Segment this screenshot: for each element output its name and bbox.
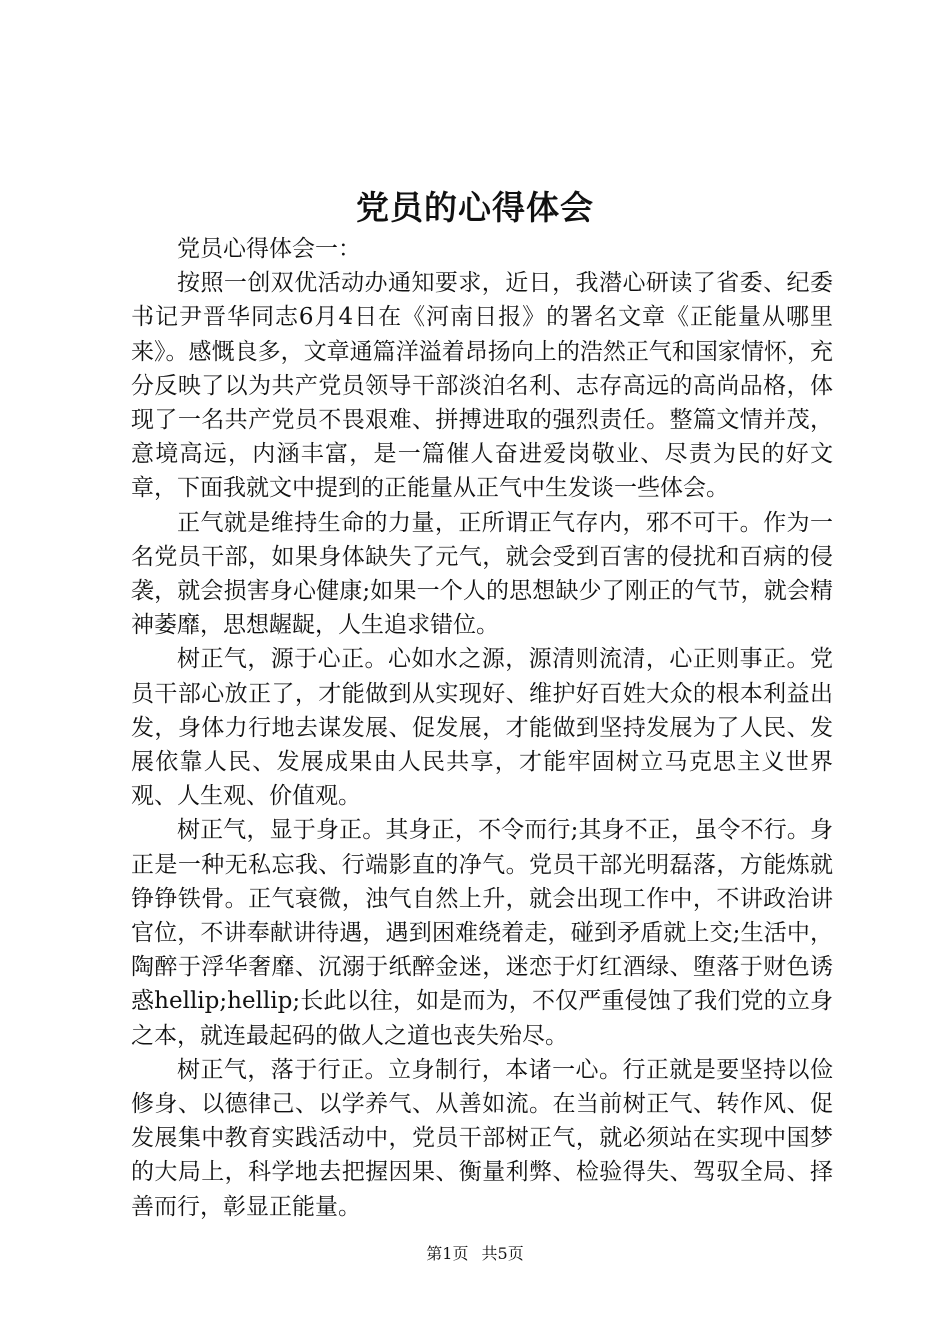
page-footer	[0, 1242, 950, 1266]
document-body	[131, 232, 833, 1224]
paragraph: 树正气，落于行正。立身制行，本诸一心。行正就是要坚持以俭修身、以德律己、以学养气、从善如流。在当前树正气、转作风、促发展集中教育实践活动中，党员干部树正气，就必须站在实现中国梦的大局上，科学地去把握因果、衡量利弊、检验得失、驾驭全局、择善而行，彰显正能量。	[131, 1056, 833, 1220]
paragraph: 按照一创双优活动办通知要求，近日，我潜心研读了省委、纪委书记尹晋华同志6月4日在《河南日报》的署名文章《正能量从哪里来》。感慨良多，文章通篇洋溢着昂扬向上的浩然正气和国家情怀，充分反映了以为共产党员领导干部淡泊名利、志存高远的高尚品格，体现了一名共产党员不畏艰难、拼搏进取的强烈责任。整篇文情并茂，意境高远，内涵丰富，是一篇催人奋进爱岗敬业、尽责为民的好文章，下面我就文中提到的正能量从正气中生发谈一些体会。	[131, 270, 833, 502]
paragraph-heading: 党员心得体会一：	[177, 236, 361, 262]
paragraph: 树正气，源于心正。心如水之源，源清则流清，心正则事正。党员干部心放正了，才能做到从实现好、维护好百姓大众的根本利益出发，身体力行地去谋发展、促发展，才能做到坚持发展为了人民、发展依靠人民、发展成果由人民共享，才能牢固树立马克思主义世界观、人生观、价值观。	[131, 646, 833, 810]
page-total: 共5页	[481, 1244, 524, 1263]
paragraph: 正气就是维持生命的力量，正所谓正气存内，邪不可干。作为一名党员干部，如果身体缺失了元气，就会受到百害的侵扰和百病的侵袭，就会损害身心健康;如果一个人的思想缺少了刚正的气节，就会精神萎靡，思想龌龊，人生追求错位。	[131, 509, 833, 639]
document-title: 党员的心得体会	[356, 188, 594, 227]
paragraph: 树正气，显于身正。其身正，不令而行;其身不正，虽令不行。身正是一种无私忘我、行端影直的净气。党员干部光明磊落，方能炼就铮铮铁骨。正气衰微，浊气自然上升，就会出现工作中，不讲政治讲官位，不讲奉献讲待遇，遇到困难绕着走，碰到矛盾就上交;生活中，陶醉于浮华奢靡、沉溺于纸醉金迷，迷恋于灯红酒绿、堕落于财色诱惑hellip;hellip;长此以往，如是而为，不仅严重侵蚀了我们党的立身之本，就连最起码的做人之道也丧失殆尽。	[131, 817, 833, 1049]
page-number: 第1页	[426, 1244, 469, 1263]
